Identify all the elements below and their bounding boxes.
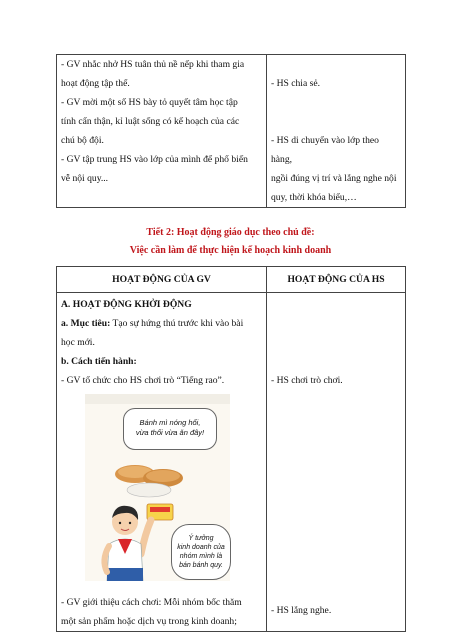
muc-tieu-text: Tạo sự hứng thú trước khi vào bài — [110, 318, 244, 329]
text-line: - HS chơi trò chơi. — [271, 375, 343, 386]
gv-activity-cell — [57, 55, 267, 208]
bubble-line: Ý tưởng — [188, 535, 214, 542]
cach-tien-hanh-label: b. Cách tiến hành: — [61, 356, 137, 367]
bubble-line: kinh doanh của — [177, 544, 225, 551]
hs-activity-cell — [267, 55, 406, 208]
text-line: - GV tập trung HS vào lớp của mình để phổ biến — [61, 154, 248, 165]
muc-tieu-label: a. Mục tiêu: — [61, 318, 111, 329]
text-line: - GV tổ chức cho HS chơi trò “Tiếng rao”. — [61, 375, 225, 386]
top-activity-table — [56, 54, 406, 208]
bubble-line: bán bánh quy. — [179, 562, 223, 569]
text-line: tính cẩn thận, kỉ luật sống có kế hoạch của các — [61, 116, 240, 127]
hs-activity-cell — [267, 293, 406, 632]
text-line: - GV nhắc nhở HS tuân thủ nề nếp khi tham gia — [61, 59, 245, 70]
text-line: - HS di chuyển vào lớp theo hàng, — [271, 135, 379, 165]
speech-bubble-bottom — [171, 524, 231, 580]
section-title-line2: Việc cần làm để thực hiện kế hoạch kinh doanh — [129, 245, 332, 256]
text-line: quy, thời khóa biểu,… — [271, 192, 357, 203]
table-header-row — [57, 267, 406, 293]
bubble-line: Bánh mì nóng hổi, — [139, 418, 201, 427]
bubble-line: nhóm mình là — [179, 553, 223, 560]
bubble-line: vừa thổi vừa ăn đây! — [135, 428, 205, 437]
text-line: một sản phẩm hoặc dịch vụ trong kinh doanh; — [61, 616, 237, 627]
table-row — [57, 55, 406, 208]
header-gv: HOẠT ĐỘNG CỦA GV — [57, 267, 267, 293]
heading-khoi-dong: A. HOẠT ĐỘNG KHỞI ĐỘNG — [61, 299, 192, 310]
text-line: - GV giới thiệu cách chơi: Mỗi nhóm bốc thăm — [61, 597, 242, 608]
text-line: - HS lắng nghe. — [271, 605, 332, 616]
text-line: - GV mời một số HS bày tỏ quyết tâm học tập — [61, 97, 238, 108]
header-hs: HOẠT ĐỘNG CỦA HS — [267, 267, 406, 293]
text-line: học mới. — [61, 337, 95, 348]
text-line: chú bộ đội. — [61, 135, 104, 146]
illustration-boy-selling-biscuits — [85, 394, 230, 581]
text-line: - HS chia sẻ. — [271, 78, 321, 89]
gv-activity-cell — [57, 293, 267, 632]
section-title — [56, 224, 405, 260]
text-line: hoạt động tập thể. — [61, 78, 130, 89]
speech-bubble-top — [123, 408, 217, 450]
main-activity-table — [56, 266, 406, 632]
document-page — [56, 54, 405, 632]
section-title-line1: Tiết 2: Hoạt động giáo dục theo chủ đề: — [146, 227, 315, 238]
text-line: vễ nội quy... — [61, 173, 109, 184]
table-row — [57, 293, 406, 632]
text-line: ngồi đúng vị trí và lắng nghe nội — [271, 173, 397, 184]
